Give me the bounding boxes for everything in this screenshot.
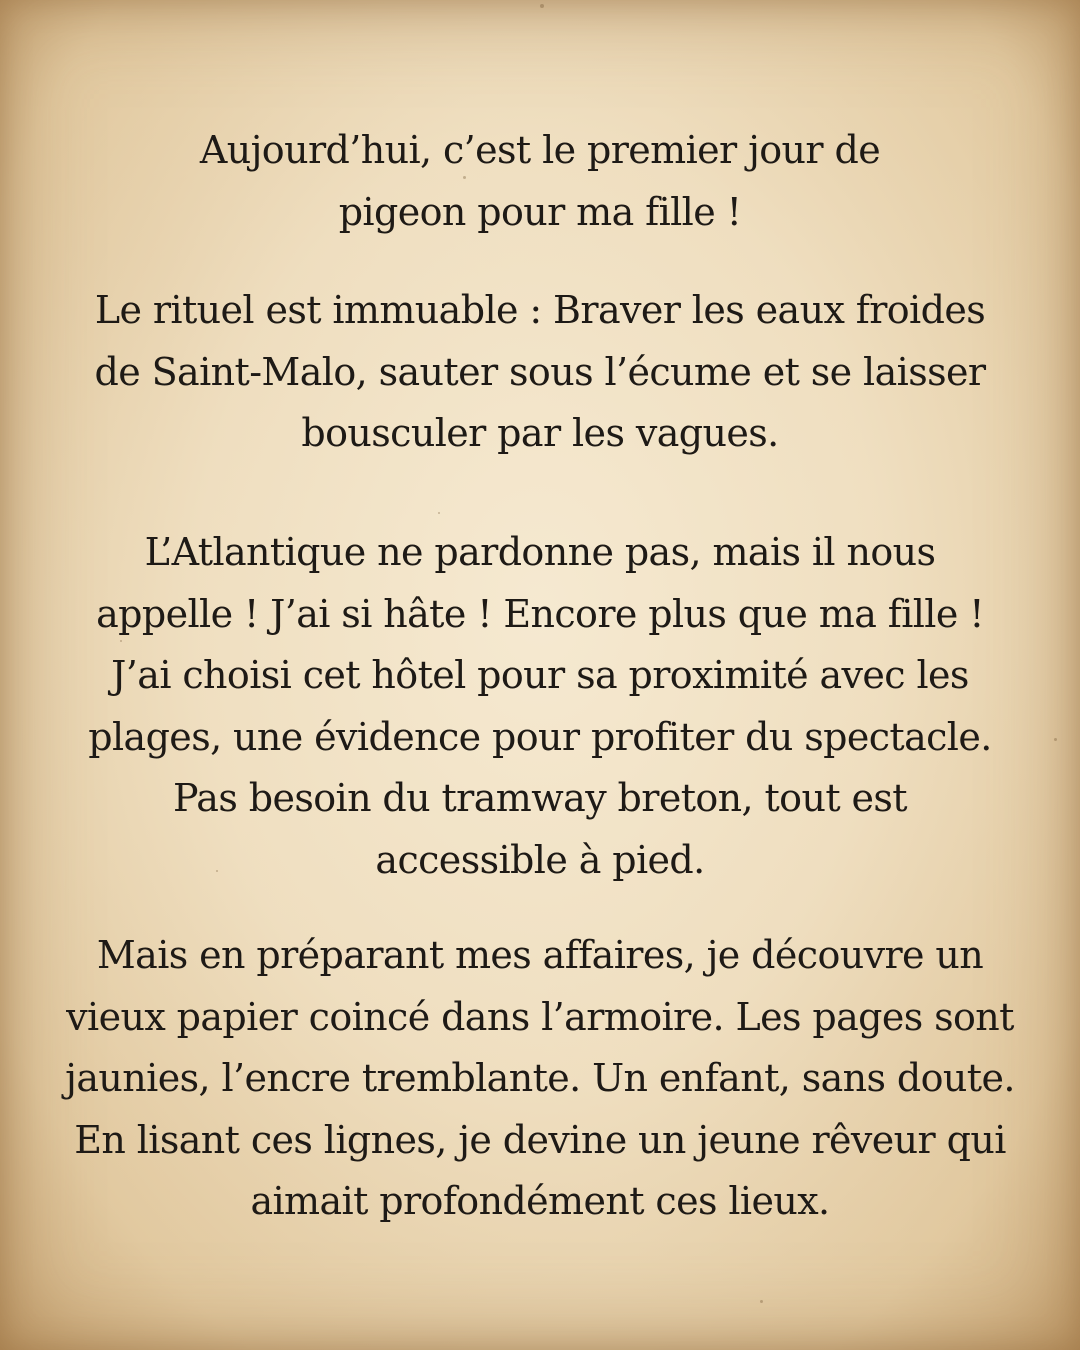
text-line: pigeon pour ma fille !: [338, 189, 742, 234]
text-line: En lisant ces lignes, je devine un jeune rêveur qui: [74, 1117, 1006, 1162]
text-line: Le rituel est immuable : Braver les eaux froides: [94, 288, 986, 332]
text-line: Mais en préparant mes affaires, je découvre un: [96, 933, 984, 977]
text-line: appelle ! J’ai si hâte ! Encore plus que ma fille !: [96, 591, 984, 636]
text-line: J’ai choisi cet hôtel pour sa proximité avec les: [111, 653, 969, 697]
text-line: aimait profondément ces lieux.: [250, 1179, 830, 1223]
text-line: Aujourd’hui, c’est le premier jour de: [199, 128, 881, 172]
paragraph-4: [0, 925, 1080, 1233]
text-line: jaunies, l’encre tremblante. Un enfant, sans doute.: [65, 1056, 1015, 1100]
paper-speck: [438, 512, 440, 514]
text-line: L’Atlantique ne pardonne pas, mais il nous: [144, 530, 936, 574]
paragraph-3: [0, 522, 1080, 891]
paper-speck: [760, 1300, 763, 1303]
text-line: bousculer par les vagues.: [301, 411, 779, 455]
paper-speck: [540, 4, 544, 8]
paragraph-2: [0, 280, 1080, 465]
text-line: Pas besoin du tramway breton, tout est: [173, 776, 907, 820]
text-line: vieux papier coincé dans l’armoire. Les pages sont: [66, 994, 1014, 1039]
text-line: de Saint-Malo, sauter sous l’écume et se laisser: [94, 349, 986, 394]
text-line: accessible à pied.: [375, 837, 705, 882]
text-line: plages, une évidence pour profiter du spectacle.: [88, 714, 992, 759]
paragraph-1: [0, 120, 1080, 243]
